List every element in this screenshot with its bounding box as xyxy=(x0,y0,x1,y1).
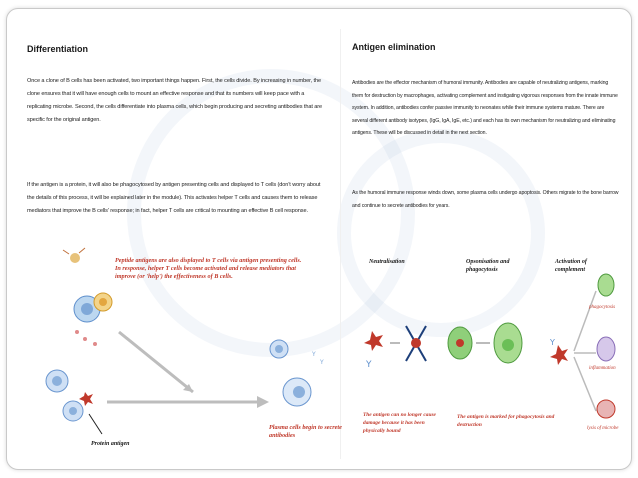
svg-text:Y: Y xyxy=(366,360,372,370)
lysis-cell-icon xyxy=(597,400,615,418)
phagocytosis-label: phagocytosis xyxy=(589,305,616,310)
differentiation-arrow-head xyxy=(257,396,269,408)
svg-text:Y: Y xyxy=(312,351,316,358)
neutralisation-title: Neutralisation xyxy=(369,259,405,265)
antigen-elimination-heading: Antigen elimination xyxy=(352,42,436,52)
protein-arrow xyxy=(89,414,102,434)
antigen-elimination-paragraph-1: Antibodies are the effector mechanism of humoral immunity. Antibodies are capable of neutralizing antigens, marking them for destruction by macrophages, activating complement and instigating vigorous responses from the innate immune system. In addition, antibodies confer passive immunity to neonates while their immune systems mature. There are several different antibody isotypes, (IgG, IgA, IgE, etc.) and each has its own mechanism for neutralizing and eliminating antigens. These will be discussed in detail in the next section. xyxy=(352,80,618,137)
b-cell-icon xyxy=(46,370,93,421)
macrophage-icon xyxy=(494,323,522,363)
inflammation-label: inflammation xyxy=(589,366,616,371)
complement-antigen-icon xyxy=(549,338,568,365)
protein-antigen-label: Protein antigen xyxy=(91,441,130,447)
neutralised-antigen-icon xyxy=(364,331,383,370)
svg-text:Y: Y xyxy=(320,359,324,366)
opsonisation-title: Opsonisation and phagocytosis xyxy=(466,259,510,273)
elimination-diagram xyxy=(352,271,632,431)
complement-arrow-1 xyxy=(574,291,596,351)
plasma-cell-icon xyxy=(270,340,324,406)
phagocytosis-cell-icon xyxy=(598,274,614,296)
complement-title: Activation of complement xyxy=(555,259,587,273)
lysis-label: lysis of microbe xyxy=(587,426,619,431)
differentiation-paragraph-1: Once a clone of B cells has been activated, two important things happen. First, the cells divide. By increasing in number, the clone ensures that it will have enough cells to mount an effective response and that its numbers will keep pace with a replicating microbe. Second, the cells differentiate into plasma cells, which begin producing and secreting antibodies that are specific for the original antigen. xyxy=(27,78,323,123)
t-cell-icon xyxy=(74,293,112,322)
differentiation-heading: Differentiation xyxy=(27,44,89,54)
helper-t-cell-cluster xyxy=(75,330,97,346)
inflammation-cell-icon xyxy=(597,337,615,361)
peptide-antigen-note: Peptide antigens are also displayed to T cells via antigen presenting cells. In response, helper T cells become activated and release mediators that improve (or 'help') the effectiveness of B cells. xyxy=(115,257,302,280)
differentiation-paragraph-2: If the antigen is a protein, it will also be phagocytosed by antigen presenting cells and displayed to T cells (don't worry about the details of this process, it will be explained later in the module). This activates helper T cells and causes them to release mediators that improve the B cells' response; in fact, helper T cells are critical to mounting an effective B cell response. xyxy=(27,182,321,214)
opsonised-antigen-icon xyxy=(448,327,472,359)
opsonisation-caption: The antigen is marked for phagocytosis and destruction xyxy=(457,414,555,428)
plasma-cells-note: Plasma cells begin to secrete antibodies xyxy=(269,424,342,439)
slide-frame xyxy=(6,8,632,470)
bound-antigen-icon xyxy=(406,326,426,361)
column-divider xyxy=(340,29,341,459)
svg-text:Y: Y xyxy=(550,338,555,347)
neutralisation-caption: The antigen can no longer cause damage because it has been physically bound xyxy=(363,412,436,434)
antigen-elimination-paragraph-2: As the humoral immune response winds down, some plasma cells undergo apoptosis. Others migrate to the bone barrow and continue to secrete antibodies for years. xyxy=(352,190,619,209)
activation-arrow xyxy=(119,332,193,392)
antigen-presenting-cell-icon xyxy=(63,248,85,263)
